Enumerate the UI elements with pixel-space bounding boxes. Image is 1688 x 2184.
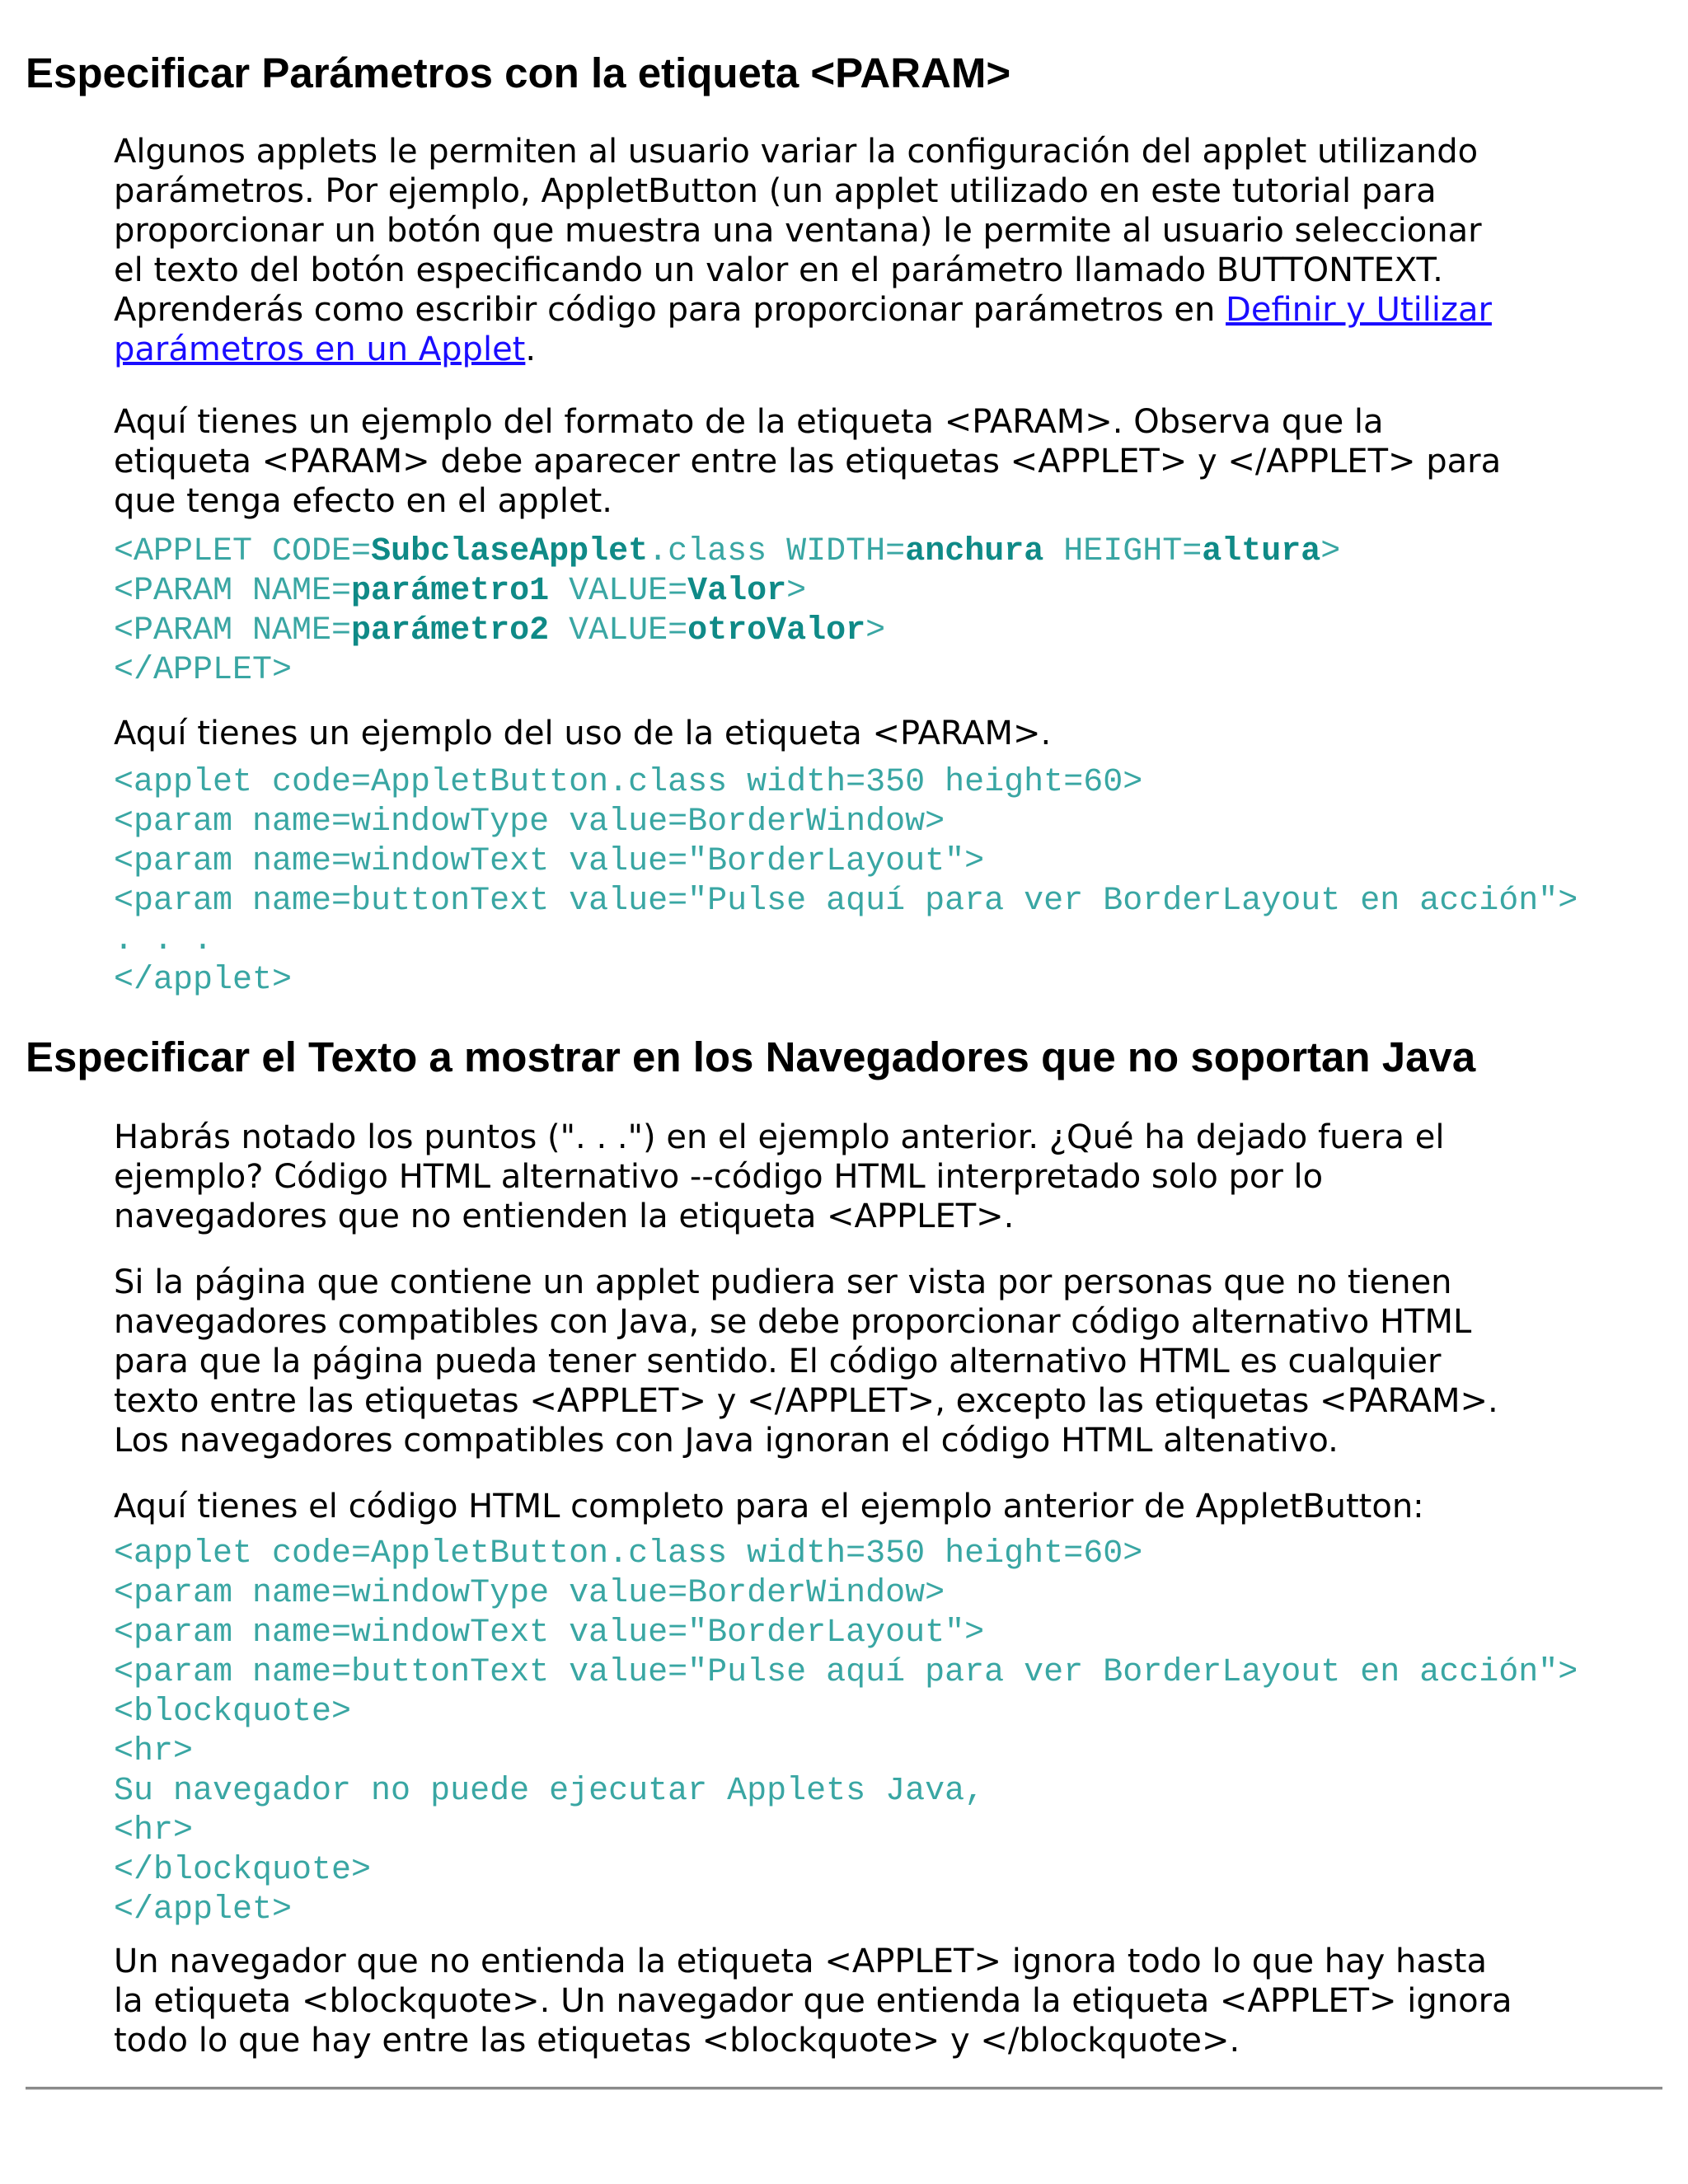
param-format-code: <APPLET CODE=SubclaseApplet.class WIDTH=anchura HEIGHT=altura> <PARAM NAME=parámetro1 VALUE=Valor> <PARAM NAME=parámetro2 VALUE=otroValor> </APPLET> <box>114 533 1341 689</box>
param-usage-code-block <box>114 763 1663 1001</box>
param-usage-paragraph-block <box>114 714 1663 753</box>
section-heading-alt-text: Especificar el Texto a mostrar en los Navegadores que no soportan Java <box>26 1033 1476 1080</box>
full-applet-code: <applet code=AppletButton.class width=350 height=60> <param name=windowType value=BorderWindow> <param name=windowText value="BorderLayout"> <param name=buttonText value="Pulse aquí para ver BorderLayout en acción"> <blockquote> <hr> Su navegador no puede ejecutar Applets Java, <hr> </blockquote> </applet> <box>114 1535 1578 1929</box>
param-format-code-block <box>114 532 1663 691</box>
dots-explanation-block <box>114 1118 1663 1236</box>
section-body-param <box>114 132 1663 369</box>
browser-behavior-block <box>114 1942 1663 2060</box>
full-code-block <box>114 1535 1663 1930</box>
param-format-paragraph-block <box>114 402 1663 521</box>
param-format-paragraph: Aquí tienes un ejemplo del formato de la etiqueta <PARAM>. Observa que la etiqueta <PARAM> debe aparecer entre las etiquetas <APPLET> y </APPLET> para que tenga efecto en el applet. <box>114 403 1502 520</box>
param-usage-code: <applet code=AppletButton.class width=350 height=60> <param name=windowType value=BorderWindow> <param name=windowText value="BorderLayout"> <param name=buttonText value="Pulse aquí para ver BorderLayout en acción"> . . . </applet> <box>114 764 1578 999</box>
full-code-intro-paragraph: Aquí tienes el código HTML completo para el ejemplo anterior de AppletButton: <box>114 1488 1424 1526</box>
definir-parametros-link[interactable]: Definir y Utilizar parámetros en un Applet <box>114 291 1492 368</box>
alt-html-explanation-paragraph: Si la página que contiene un applet pudiera ser vista por personas que no tienen navegadores compatibles con Java, se debe proporcionar código alternativo HTML para que la página pueda tener sentido. El código alternativo HTML es cualquier texto entre las etiquetas <APPLET> y </APPLET>, excepto las etiquetas <PARAM>. Los navegadores compatibles con Java ignoran el código HTML altenativo. <box>114 1263 1498 1460</box>
intro-text: Algunos applets le permiten al usuario variar la configuración del applet utilizando parámetros. Por ejemplo, AppletButton (un applet utilizado en este tutorial para proporcionar un botón que muestra una ventana) le permite al usuario seleccionar el texto del botón especificando un valor en el parámetro llamado BUTTONTEXT. Aprenderás como escribir código para proporcionar parámetros en <box>114 133 1482 329</box>
section-heading-param: Especificar Parámetros con la etiqueta <PARAM> <box>26 49 1011 96</box>
browser-behavior-paragraph: Un navegador que no entienda la etiqueta <APPLET> ignora todo lo que hay hasta la etiqueta <blockquote>. Un navegador que entienda la etiqueta <APPLET> ignora todo lo que hay entre las etiquetas <blockquote> y </blockquote>. <box>114 1943 1512 2060</box>
dots-explanation-paragraph: Habrás notado los puntos (". . .") en el ejemplo anterior. ¿Qué ha dejado fuera el ejemplo? Código HTML alternativo --código HTML interpretado solo por lo navegadores que no entienden la etiqueta <APPLET>. <box>114 1118 1445 1235</box>
page-divider <box>26 2087 1662 2090</box>
intro-paragraph: Algunos applets le permiten al usuario variar la configuración del applet utilizando parámetros. Por ejemplo, AppletButton (un applet utilizado en este tutorial para proporcionar un botón que muestra una ventana) le permite al usuario seleccionar el texto del botón especificando un valor en el parámetro llamado BUTTONTEXT. Aprenderás como escribir código para proporcionar parámetros en Definir y Utilizar parámetros en un Applet. <box>114 133 1492 368</box>
alt-html-explanation-block <box>114 1263 1663 1460</box>
full-code-intro-block <box>114 1487 1663 1526</box>
param-usage-paragraph: Aquí tienes un ejemplo del uso de la etiqueta <PARAM>. <box>114 715 1052 752</box>
